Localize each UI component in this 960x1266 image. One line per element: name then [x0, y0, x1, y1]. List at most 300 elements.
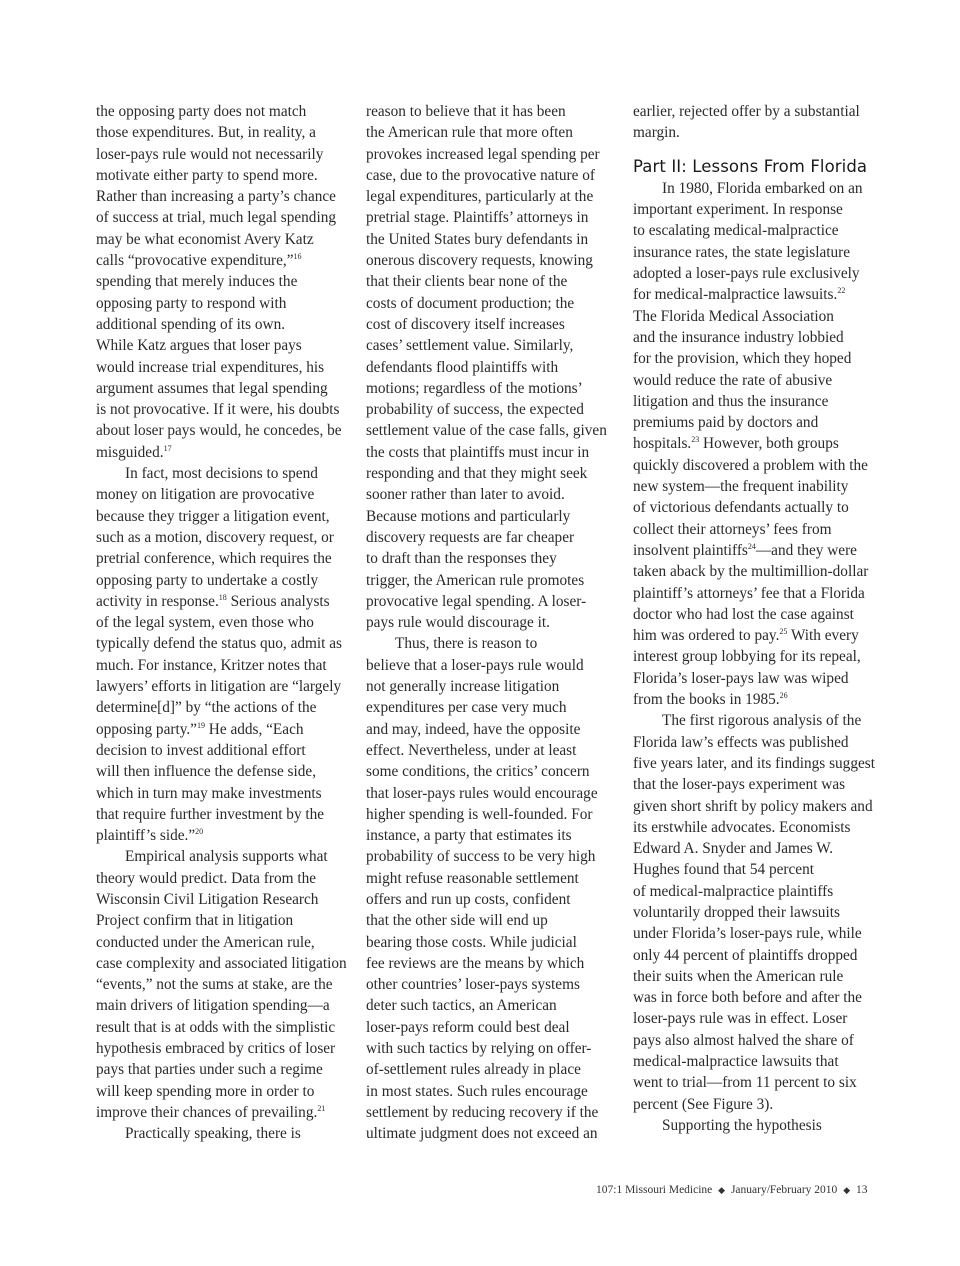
- footer-issue: 107:1 Missouri Medicine: [596, 1184, 713, 1196]
- text-line: [96, 570, 348, 591]
- line-text: percent (See Figure 3).: [633, 1095, 774, 1113]
- line-text: medical-malpractice lawsuits that: [633, 1053, 839, 1071]
- line-text: Florida’s loser-pays law was wiped: [633, 669, 849, 687]
- text-line: [96, 548, 348, 569]
- footer-page-number: 13: [855, 1184, 868, 1196]
- line-text: Project confirm that in litigation: [96, 912, 294, 930]
- line-text: Because motions and particularly: [366, 507, 571, 525]
- line-text: While Katz argues that loser pays: [96, 337, 302, 355]
- text-line: [633, 391, 883, 412]
- text-line: [633, 710, 883, 731]
- text-line: [633, 817, 883, 838]
- line-text: pretrial conference, which requires the: [96, 550, 332, 568]
- line-text: argument assumes that legal spending: [96, 379, 328, 397]
- line-text: trigger, the American rule promotes: [366, 571, 585, 589]
- text-line: [633, 220, 883, 241]
- text-line: [633, 753, 883, 774]
- text-line: [366, 1038, 614, 1059]
- line-text: of the legal system, even those who: [96, 614, 314, 632]
- text-line: [633, 1030, 883, 1051]
- line-text: might refuse reasonable settlement: [366, 869, 579, 887]
- text-line: [366, 655, 614, 676]
- line-text: pretrial stage. Plaintiffs’ attorneys in: [366, 209, 589, 227]
- text-line: [96, 889, 348, 910]
- line-text: will then influence the defense side,: [96, 763, 317, 781]
- text-line: [366, 271, 614, 292]
- text-line: [633, 284, 883, 305]
- line-text: Supporting the hypothesis: [662, 1116, 822, 1134]
- line-text: discovery requests are far cheaper: [366, 528, 575, 546]
- line-text: decision to invest additional effort: [96, 741, 306, 759]
- text-line: [96, 420, 348, 441]
- line-text: was in force both before and after the: [633, 989, 862, 1007]
- text-line: [96, 868, 348, 889]
- footer-diamond-icon: ◆: [843, 1185, 851, 1195]
- text-line: [96, 463, 348, 484]
- text-line: [633, 583, 883, 604]
- line-text: other countries’ loser-pays systems: [366, 976, 580, 994]
- line-text: of-settlement rules already in place: [366, 1061, 581, 1079]
- text-line: [366, 314, 614, 335]
- text-line: [633, 902, 883, 923]
- line-text: instance, a party that estimates its: [366, 827, 572, 845]
- text-line: [366, 783, 614, 804]
- text-line: [633, 1094, 883, 1115]
- text-line: [96, 186, 348, 207]
- line-text: quickly discovered a problem with the: [633, 456, 868, 474]
- line-text: that the loser-pays experiment was: [633, 776, 846, 794]
- text-line: [96, 229, 348, 250]
- text-line: [366, 676, 614, 697]
- line-text: lawyers’ efforts in litigation are “largely: [96, 678, 342, 696]
- text-line: [366, 932, 614, 953]
- line-text: Edward A. Snyder and James W.: [633, 840, 834, 858]
- text-line: [366, 484, 614, 505]
- text-line: [366, 974, 614, 995]
- line-text: from the books in 1985.: [633, 691, 780, 709]
- text-line: [366, 910, 614, 931]
- text-line: [633, 689, 883, 710]
- line-text: which in turn may make investments: [96, 784, 322, 802]
- text-line: [366, 186, 614, 207]
- line-text: new system—the frequent inability: [633, 478, 849, 496]
- text-line: [366, 846, 614, 867]
- text-line: [633, 1115, 883, 1136]
- text-line: [366, 293, 614, 314]
- line-text: adopted a loser-pays rule exclusively: [633, 265, 860, 283]
- text-line: [96, 357, 348, 378]
- text-line: [96, 399, 348, 420]
- line-text: spending that merely induces the: [96, 273, 298, 291]
- line-text: doctor who had lost the case against: [633, 605, 854, 623]
- line-text: pays rule would discourage it.: [366, 614, 550, 632]
- line-text: expenditures per case very much: [366, 699, 567, 717]
- text-line: [96, 1123, 348, 1144]
- section-heading: Part II: Lessons From Florida: [633, 156, 868, 176]
- line-text: that require further investment by the: [96, 805, 325, 823]
- text-line: [96, 207, 348, 228]
- text-line: [366, 612, 614, 633]
- line-text: case complexity and associated litigation: [96, 954, 347, 972]
- text-line: [633, 412, 883, 433]
- line-text: interest group lobbying for its repeal,: [633, 648, 861, 666]
- text-line: [633, 796, 883, 817]
- text-line: [633, 122, 883, 143]
- text-line: [96, 846, 348, 867]
- footnote-ref: 20: [195, 827, 204, 837]
- text-line: [633, 1008, 883, 1029]
- line-text: and may, indeed, have the opposite: [366, 720, 581, 738]
- line-text-continued: He adds, “Each: [204, 720, 304, 738]
- line-text: that the other side will end up: [366, 912, 548, 930]
- text-line: [633, 519, 883, 540]
- text-line: [366, 420, 614, 441]
- text-line: [96, 910, 348, 931]
- line-text-continued: —and they were: [755, 541, 857, 559]
- line-text: the American rule that more often: [366, 124, 573, 142]
- line-text: may be what economist Avery Katz: [96, 230, 314, 248]
- text-line: [633, 987, 883, 1008]
- text-line: [633, 540, 883, 561]
- text-line: [633, 945, 883, 966]
- line-text: Rather than increasing a party’s chance: [96, 188, 336, 206]
- line-text: opposing party to respond with: [96, 294, 287, 312]
- line-text: to escalating medical-malpractice: [633, 222, 839, 240]
- line-text: of success at trial, much legal spending: [96, 209, 337, 227]
- text-line: [96, 378, 348, 399]
- line-text: would reduce the rate of abusive: [633, 371, 833, 389]
- text-line: [366, 633, 614, 654]
- text-line: [96, 974, 348, 995]
- text-line: [633, 370, 883, 391]
- text-line: [633, 625, 883, 646]
- text-line: [633, 476, 883, 497]
- line-text: in most states. Such rules encourage: [366, 1082, 588, 1100]
- text-line: [366, 1123, 614, 1144]
- line-text: opposing party to undertake a costly: [96, 571, 319, 589]
- text-line: [633, 101, 883, 122]
- text-line: [366, 1017, 614, 1038]
- line-text: misguided.: [96, 443, 164, 461]
- line-text: about loser pays would, he concedes, be: [96, 422, 342, 440]
- line-text: ultimate judgment does not exceed an: [366, 1125, 598, 1143]
- text-line: [366, 1102, 614, 1123]
- line-text: provocative legal spending. A loser-: [366, 592, 587, 610]
- text-column-1: [96, 101, 348, 1145]
- text-line: [96, 484, 348, 505]
- text-line: [96, 506, 348, 527]
- text-line: [96, 612, 348, 633]
- line-text: would increase trial expenditures, his: [96, 358, 325, 376]
- line-text: additional spending of its own.: [96, 315, 286, 333]
- text-line: [366, 740, 614, 761]
- line-text: will keep spending more in order to: [96, 1082, 315, 1100]
- text-line: [633, 732, 883, 753]
- line-text-continued: Serious analysts: [226, 592, 330, 610]
- line-text: taken aback by the multimillion-dollar: [633, 563, 869, 581]
- line-text-continued: However, both groups: [699, 435, 839, 453]
- line-text: main drivers of litigation spending—a: [96, 997, 330, 1015]
- line-text: Thus, there is reason to: [395, 635, 538, 653]
- text-line: [633, 923, 883, 944]
- line-text: “events,” not the sums at stake, are the: [96, 976, 333, 994]
- line-text: and the insurance industry lobbied: [633, 328, 844, 346]
- line-text: loser-pays rule would not necessarily: [96, 145, 324, 163]
- line-text: loser-pays rule was in effect. Loser: [633, 1010, 848, 1028]
- text-line: [366, 250, 614, 271]
- line-text: insurance rates, the state legislature: [633, 243, 851, 261]
- line-text: is not provocative. If it were, his doubts: [96, 401, 340, 419]
- text-line: [366, 825, 614, 846]
- line-text: Empirical analysis supports what: [125, 848, 328, 866]
- footnote-ref: 25: [779, 627, 788, 637]
- line-text: cost of discovery itself increases: [366, 315, 565, 333]
- text-line: [96, 1038, 348, 1059]
- line-text: probability of success, the expected: [366, 401, 584, 419]
- text-line: [633, 497, 883, 518]
- line-text: legal expenditures, particularly at the: [366, 188, 594, 206]
- text-line: [366, 527, 614, 548]
- text-line: [366, 570, 614, 591]
- text-line: [96, 1081, 348, 1102]
- line-text: theory would predict. Data from the: [96, 869, 317, 887]
- text-line: [96, 1017, 348, 1038]
- line-text: The Florida Medical Association: [633, 307, 834, 325]
- line-text: The first rigorous analysis of the: [662, 712, 862, 730]
- line-text: him was ordered to pay.: [633, 627, 780, 645]
- text-line: [96, 335, 348, 356]
- text-line: [366, 463, 614, 484]
- line-text: to draft than the responses they: [366, 550, 557, 568]
- line-text: margin.: [633, 124, 680, 142]
- text-line: [633, 348, 883, 369]
- line-text: bearing those costs. While judicial: [366, 933, 577, 951]
- footnote-ref: 23: [691, 435, 700, 445]
- line-text: the United States bury defendants in: [366, 230, 589, 248]
- text-line: [366, 1059, 614, 1080]
- text-line: [96, 783, 348, 804]
- line-text: settlement value of the case falls, given: [366, 422, 607, 440]
- text-line: [366, 207, 614, 228]
- footnote-ref: 22: [837, 286, 846, 296]
- text-line: [96, 1059, 348, 1080]
- text-line: [366, 229, 614, 250]
- text-line: [96, 697, 348, 718]
- line-text: litigation and thus the insurance: [633, 392, 829, 410]
- line-text-continued: With every: [787, 627, 859, 645]
- text-line: [633, 668, 883, 689]
- text-line: [633, 646, 883, 667]
- line-text: costs of document production; the: [366, 294, 575, 312]
- line-text: hospitals.: [633, 435, 692, 453]
- line-text: determine[d]” by “the actions of the: [96, 699, 317, 717]
- text-line: [96, 953, 348, 974]
- text-line: [96, 293, 348, 314]
- text-line: [633, 242, 883, 263]
- text-line: [96, 591, 348, 612]
- text-line: [633, 604, 883, 625]
- text-line: [366, 357, 614, 378]
- text-line: [96, 271, 348, 292]
- line-text: conducted under the American rule,: [96, 933, 315, 951]
- text-line: [96, 314, 348, 335]
- line-text: probability of success to be very high: [366, 848, 596, 866]
- text-line: [633, 199, 883, 220]
- line-text: collect their attorneys’ fees from: [633, 520, 832, 538]
- line-text: deter such tactics, an American: [366, 997, 557, 1015]
- footnote-ref: 17: [163, 443, 172, 453]
- footnote-ref: 19: [196, 720, 205, 730]
- line-text: result that is at odds with the simplistic: [96, 1018, 336, 1036]
- line-text: those expenditures. But, in reality, a: [96, 124, 316, 142]
- line-text: of victorious defendants actually to: [633, 499, 849, 517]
- line-text: Florida law’s effects was published: [633, 733, 849, 751]
- footnote-ref: 16: [293, 252, 302, 262]
- text-line: [633, 1051, 883, 1072]
- text-line: [633, 327, 883, 348]
- line-text: for the provision, which they hoped: [633, 350, 852, 368]
- text-line: [366, 868, 614, 889]
- line-text: improve their chances of prevailing.: [96, 1103, 318, 1121]
- text-line: [366, 697, 614, 718]
- text-line: [96, 932, 348, 953]
- line-text: earlier, rejected offer by a substantial: [633, 103, 860, 120]
- line-text: defendants flood plaintiffs with: [366, 358, 559, 376]
- footer-diamond-icon: ◆: [718, 1185, 726, 1195]
- text-line: [366, 378, 614, 399]
- text-line: [633, 881, 883, 902]
- line-text: its erstwhile advocates. Economists: [633, 818, 851, 836]
- line-text: voluntarily dropped their lawsuits: [633, 903, 840, 921]
- line-text: plaintiff’s attorneys’ fee that a Florida: [633, 584, 865, 602]
- line-text: believe that a loser-pays rule would: [366, 656, 584, 674]
- line-text: effect. Nevertheless, under at least: [366, 741, 577, 759]
- text-line: [96, 719, 348, 740]
- line-text: loser-pays reform could best deal: [366, 1018, 570, 1036]
- line-text: case, due to the provocative nature of: [366, 166, 595, 184]
- text-line: [366, 995, 614, 1016]
- text-line: [366, 165, 614, 186]
- footnote-ref: 24: [747, 541, 756, 551]
- line-text: typically defend the status quo, admit as: [96, 635, 342, 653]
- line-text: the opposing party does not match: [96, 103, 307, 120]
- line-text: Wisconsin Civil Litigation Research: [96, 890, 319, 908]
- footnote-ref: 26: [779, 691, 788, 701]
- text-line: [96, 101, 348, 122]
- text-line: [96, 633, 348, 654]
- text-line: [96, 527, 348, 548]
- line-text: money on litigation are provocative: [96, 486, 315, 504]
- text-line: [96, 165, 348, 186]
- line-text: settlement by reducing recovery if the: [366, 1103, 599, 1121]
- text-line: [366, 399, 614, 420]
- text-column-2: [366, 101, 614, 1145]
- text-line: [633, 433, 883, 454]
- line-text: went to trial—from 11 percent to six: [633, 1074, 857, 1092]
- text-line: [633, 455, 883, 476]
- line-text: pays that parties under such a regime: [96, 1061, 323, 1079]
- line-text: that their clients bear none of the: [366, 273, 568, 291]
- line-text: their suits when the American rule: [633, 967, 844, 985]
- line-text: insolvent plaintiffs: [633, 541, 748, 559]
- line-text: Practically speaking, there is: [125, 1125, 301, 1143]
- line-text: plaintiff’s side.”: [96, 827, 196, 845]
- line-text: pays also almost halved the share of: [633, 1031, 854, 1049]
- text-line: [366, 591, 614, 612]
- text-line: [366, 101, 614, 122]
- text-line: [366, 122, 614, 143]
- text-line: [633, 774, 883, 795]
- text-line: [96, 676, 348, 697]
- line-text: motivate either party to spend more.: [96, 166, 318, 184]
- line-text: offers and run up costs, confident: [366, 890, 571, 908]
- line-text: given short shrift by policy makers and: [633, 797, 873, 815]
- text-line: [366, 804, 614, 825]
- footnote-ref: 21: [317, 1103, 326, 1113]
- text-line: [633, 1072, 883, 1093]
- text-line: [366, 442, 614, 463]
- text-line: [96, 804, 348, 825]
- line-text: higher spending is well-founded. For: [366, 805, 593, 823]
- line-text: motions; regardless of the motions’: [366, 379, 583, 397]
- line-text: provokes increased legal spending per: [366, 145, 600, 163]
- line-text: under Florida’s loser-pays rule, while: [633, 925, 862, 943]
- text-line: [633, 838, 883, 859]
- line-text: such as a motion, discovery request, or: [96, 528, 334, 546]
- line-text: not generally increase litigation: [366, 678, 560, 696]
- footer-date: January/February 2010: [730, 1184, 838, 1196]
- text-line: [96, 1102, 348, 1123]
- text-line: [96, 655, 348, 676]
- line-text: premiums paid by doctors and: [633, 414, 819, 432]
- line-text: fee reviews are the means by which: [366, 954, 585, 972]
- line-text: cases’ settlement value. Similarly,: [366, 337, 574, 355]
- line-text: sooner rather than later to avoid.: [366, 486, 565, 504]
- line-text: onerous discovery requests, knowing: [366, 252, 593, 270]
- text-line: [366, 335, 614, 356]
- line-text: In fact, most decisions to spend: [125, 465, 318, 483]
- text-line: [633, 561, 883, 582]
- line-text: opposing party.”: [96, 720, 197, 738]
- line-text: In 1980, Florida embarked on an: [662, 179, 863, 197]
- text-line: [366, 1081, 614, 1102]
- text-line: [366, 719, 614, 740]
- text-line: [366, 506, 614, 527]
- line-text: hypothesis embraced by critics of loser: [96, 1040, 336, 1058]
- text-line: [633, 966, 883, 987]
- text-line: [633, 859, 883, 880]
- text-line: [96, 761, 348, 782]
- line-text: important experiment. In response: [633, 201, 843, 219]
- text-line: [366, 761, 614, 782]
- text-line: [96, 825, 348, 846]
- text-line: [96, 122, 348, 143]
- text-line: [96, 740, 348, 761]
- text-line: [96, 442, 348, 463]
- text-line: [96, 144, 348, 165]
- text-line: [96, 995, 348, 1016]
- text-line: [366, 548, 614, 569]
- line-text: Hughes found that 54 percent: [633, 861, 814, 879]
- line-text: because they trigger a litigation event,: [96, 507, 330, 525]
- line-text: that loser-pays rules would encourage: [366, 784, 598, 802]
- line-text: the costs that plaintiffs must incur in: [366, 443, 590, 461]
- line-text: some conditions, the critics’ concern: [366, 763, 590, 781]
- line-text: for medical-malpractice lawsuits.: [633, 286, 838, 304]
- line-text: reason to believe that it has been: [366, 103, 566, 120]
- text-line: [366, 144, 614, 165]
- line-text: calls “provocative expenditure,”: [96, 252, 294, 270]
